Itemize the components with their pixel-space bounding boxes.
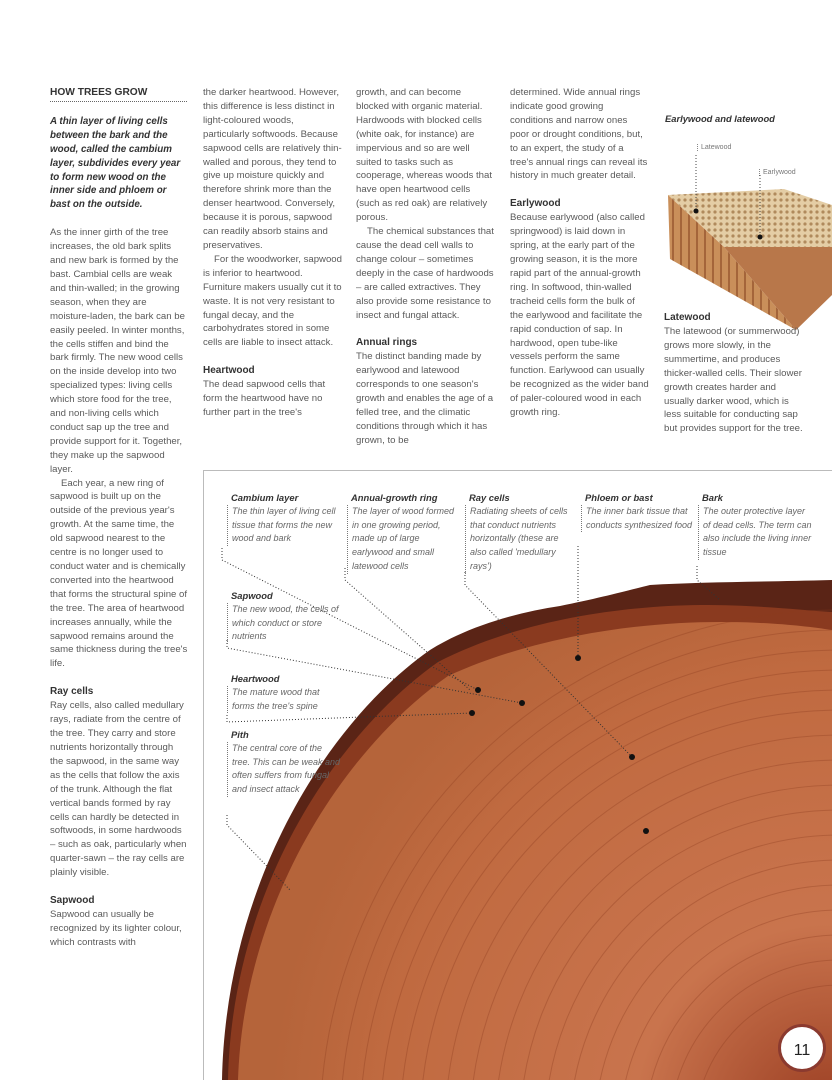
- marker-dot: [519, 700, 525, 706]
- col2-paragraph-1: the darker heartwood. However, this difference is less distinct in light-coloured woods, particularly softwoods. Because sapwood cells are relatively thin-walled and porous, they tend to give up moisture quickly and therefore shrink more than the denser heartwood. Conversely, because it is porous, sapwood can readily absorb stains and preservatives.: [203, 87, 342, 251]
- callout-annual-growth-ring: [351, 491, 459, 574]
- callout-text: Radiating sheets of cells that conduct nutrients horizontally (these are also called 'medullary rays'): [465, 505, 577, 574]
- callout-title: Pith: [231, 729, 249, 740]
- callout-ray-cells: [469, 491, 577, 574]
- heading-earlywood: Earlywood: [510, 198, 561, 210]
- col1-paragraph-1: As the inner girth of the tree increases, the old bark splits and new bark is formed by the bast. Cambial cells are weak and thin-walled; in the growing season, when they are moisture-laden, the bark can be easily peeled. In winter months, the cells stiffen and bind the bark firmly. The new wood cells on the inside develop into two specialized types: living cells which store food for the tree, and non-living cells which conduct sap up the tree and provide support for it. Together, they make up the sapwood layer.: [50, 227, 185, 475]
- heading-annual-rings: Annual rings: [356, 337, 418, 349]
- callout-title: Annual-growth ring: [351, 492, 438, 503]
- callout-text: The mature wood that forms the tree's spine: [227, 686, 341, 714]
- callout-title: Sapwood: [231, 590, 273, 601]
- marker-dot: [475, 687, 481, 693]
- annual-rings-paragraph: The distinct banding made by earlywood and latewood corresponds to one season's growth and enables the age of a felled tree, and the climatic conditions through which it has grown, to be: [356, 351, 494, 446]
- marker-dot: [575, 655, 581, 661]
- diagram-label-latewood: Latewood: [697, 144, 731, 151]
- heading-ray-cells: Ray cells: [50, 686, 94, 698]
- callout-text: The thin layer of living cell tissue that forms the new wood and bark: [227, 505, 343, 546]
- page-number: 11: [778, 1024, 826, 1072]
- callout-text: The layer of wood formed in one growing period, made up of large earlywood and small latewood cells: [347, 505, 459, 574]
- latewood-paragraph: The latewood (or summerwood) grows more slowly, in the summertime, and produces thicker-walled cells. Their slower growth creates harder and usually darker wood, which is less suitable for conducting sap but provides support for the tree.: [664, 326, 803, 435]
- callout-title: Heartwood: [231, 673, 280, 684]
- col4-paragraph-1: determined. Wide annual rings indicate good growing conditions and narrow ones poor or drought conditions, but, to an expert, the study of a tree's annual rings can reveal its history in much greater detail.: [510, 87, 648, 182]
- callout-text: The inner bark tissue that conducts synthesized food: [581, 505, 693, 533]
- callout-bark: [702, 491, 812, 560]
- callout-title: Ray cells: [469, 492, 510, 503]
- ray-cells-paragraph: Ray cells, also called medullary rays, radiate from the centre of the tree. They carry and store nutrients horizontally through the sapwood, in the same way as the cells that follow the axis of the trunk. Although the flat vertical bands formed by ray cells can hardly be detected in softwoods, in some hardwoods – such as oak, particularly when quarter-sawn – the ray cells are plainly visible.: [50, 700, 187, 879]
- callout-cambium-layer: [231, 491, 343, 546]
- diagram-label-earlywood: Earlywood: [759, 169, 796, 176]
- callout-text: The central core of the tree. This can be weak and often suffers from fungal and insect attack: [227, 742, 341, 797]
- lead-paragraph: A thin layer of living cells between the bark and the wood, called the cambium layer, subdivides every year to form new wood on the inner side and phloem or bast on the outside.: [50, 115, 181, 211]
- earlywood-paragraph: Because earlywood (also called springwood) is laid down in spring, at the early part of the growing season, it is the more rapid part of the annual-growth ring. In softwood, thin-walled tracheid cells form the bulk of the earlywood and facilitate the rapid conduction of sap. In hardwood, open tube-like vessels perform the same function. Earlywood can usually be recognized as the wider band of paler-coloured wood in each growth ring.: [510, 212, 649, 419]
- col3-paragraph-1: growth, and can become blocked with organic material. Hardwoods with blocked cells (white oak, for instance) are impervious and so are well suited to tasks such as cooperage, whereas woods that have open heartwood cells (such as red oak) are relatively porous.: [356, 87, 492, 224]
- callout-title: Phloem or bast: [585, 492, 653, 503]
- heartwood-paragraph: The dead sapwood cells that form the heartwood have no further part in the tree's: [203, 379, 326, 419]
- section-title: HOW TREES GROW: [50, 86, 187, 102]
- callout-phloem-or-bast: [585, 491, 693, 532]
- callout-pith: [231, 728, 341, 797]
- callout-heartwood: [231, 672, 341, 713]
- heading-latewood: Latewood: [664, 312, 711, 323]
- diagram-title: Earlywood and latewood: [665, 113, 775, 124]
- col2-paragraph-2: For the woodworker, sapwood is inferior to heartwood. Furniture makers usually cut it to waste. It is not very resistant to fungal decay, and the carbohydrates stored in some cells are liable to insect attack.: [203, 253, 342, 349]
- marker-dot: [629, 754, 635, 760]
- marker-dot: [469, 710, 475, 716]
- callout-sapwood: [231, 589, 341, 644]
- callout-text: The new wood, the cells of which conduct or store nutrients: [227, 603, 341, 644]
- heading-heartwood: Heartwood: [203, 365, 255, 377]
- col1-paragraph-2: Each year, a new ring of sapwood is built up on the outside of the previous year's growth. At the same time, the old sapwood nearest to the centre is no longer used to conduct water and is chemically converted into the heartwood that forms the structural spine of the tree. The area of heartwood increases annually, while the sapwood remains around the same thickness during the tree's life.: [50, 477, 188, 670]
- callout-text: The outer protective layer of dead cells. The term can also include the living inner tissue: [698, 505, 812, 560]
- col3-paragraph-2: The chemical substances that cause the dead cell walls to change colour – sometimes deeply in the case of hardwoods – are called extractives. They also provide some resistance to insect and fungal attack.: [356, 226, 494, 321]
- sapwood-paragraph: Sapwood can usually be recognized by its lighter colour, which contrasts with: [50, 909, 182, 948]
- callout-title: Cambium layer: [231, 492, 299, 503]
- callout-title: Bark: [702, 492, 723, 503]
- heading-sapwood: Sapwood: [50, 895, 95, 907]
- marker-dot: [643, 828, 649, 834]
